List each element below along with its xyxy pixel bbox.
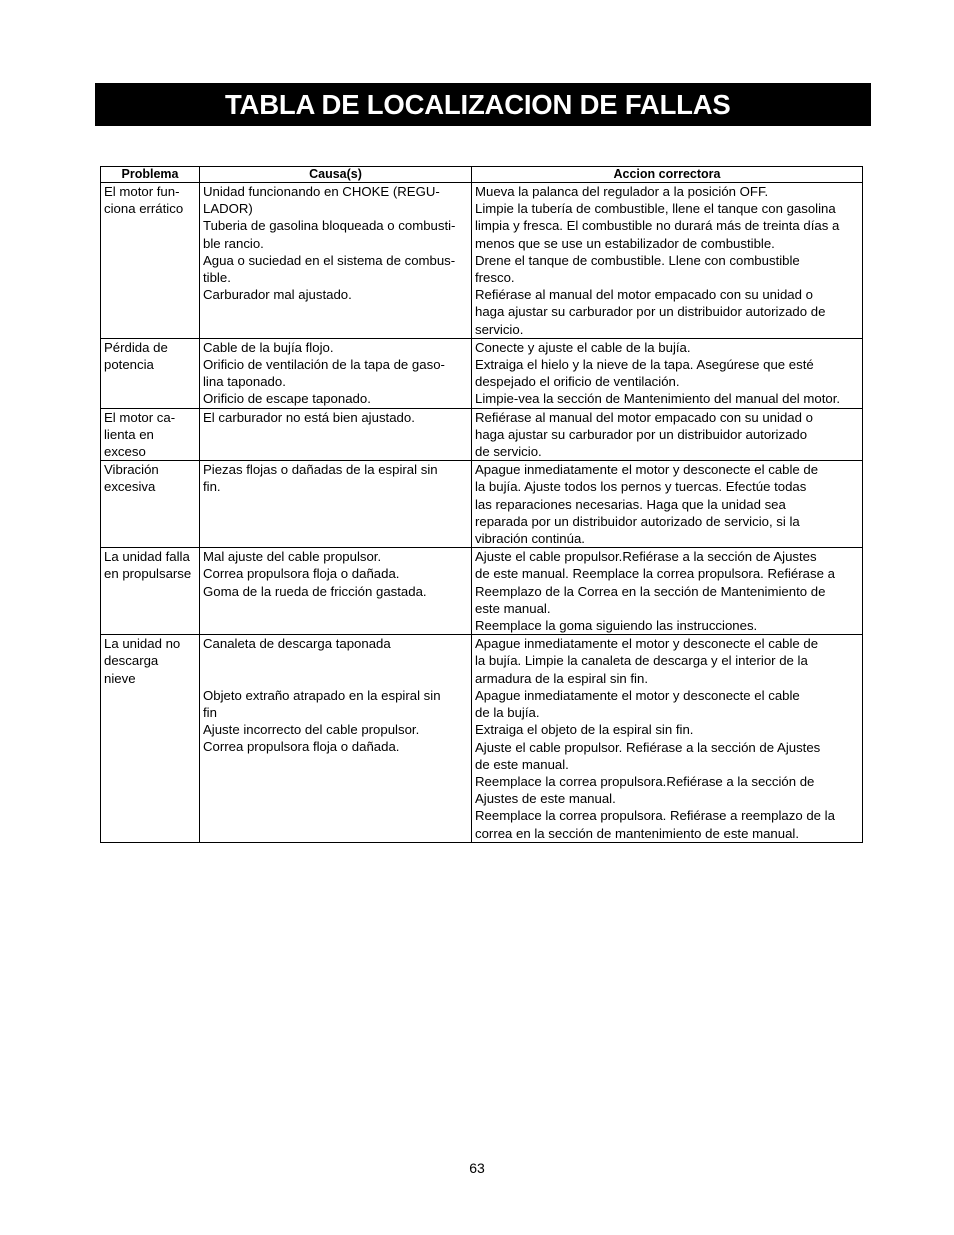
cell-text-line: Drene el tanque de combustible. Llene con combustible bbox=[475, 252, 800, 268]
cell-text-line: fin. bbox=[203, 479, 221, 495]
cell-text-line: de la bujía. bbox=[475, 705, 540, 721]
problem-cell bbox=[101, 548, 200, 635]
cell-text-line: potencia bbox=[104, 357, 154, 373]
cell-text-line: Ajustes de este manual. bbox=[475, 791, 616, 807]
cell-text-line: la bujía. Ajuste todos los pernos y tuercas. Efectúe todas bbox=[475, 479, 807, 495]
table-row bbox=[101, 461, 863, 548]
cell-text-line: Apague inmediatamente el motor y desconecte el cable bbox=[475, 687, 800, 703]
action-cell bbox=[472, 635, 863, 842]
cell-text-line: Correa propulsora floja o dañada. bbox=[203, 566, 400, 582]
problem-cell bbox=[101, 461, 200, 548]
cell-text-line: Goma de la rueda de fricción gastada. bbox=[203, 583, 427, 599]
cell-text-line: Apague inmediatamente el motor y desconecte el cable de bbox=[475, 636, 819, 652]
cell-text-line: Orificio de escape taponado. bbox=[203, 391, 371, 407]
cell-text-line: exceso bbox=[104, 444, 146, 460]
causes-cell bbox=[200, 548, 472, 635]
causes-cell bbox=[200, 635, 472, 842]
cell-text-line: Correa propulsora floja o dañada. bbox=[203, 739, 400, 755]
header-problem: Problema bbox=[101, 167, 200, 183]
cell-text-line: servicio. bbox=[475, 321, 524, 337]
header-action: Accion correctora bbox=[472, 167, 863, 183]
cell-text-line: Conecte y ajuste el cable de la bujía. bbox=[475, 339, 691, 355]
cell-text-line: Orificio de ventilación de la tapa de gaso- bbox=[203, 357, 445, 373]
cell-text-line: reparada por un distribuidor autorizado de servicio, si la bbox=[475, 513, 800, 529]
cell-text-line: Objeto extraño atrapado en la espiral sin bbox=[203, 687, 441, 703]
cell-text-line: tible. bbox=[203, 270, 231, 286]
cell-text-line: Extraiga el hielo y la nieve de la tapa. Asegúrese que esté bbox=[475, 357, 814, 373]
cell-text-line: LADOR) bbox=[203, 201, 253, 217]
cell-text-line: Unidad funcionando en CHOKE (REGU- bbox=[203, 184, 440, 199]
action-cell bbox=[472, 338, 863, 408]
cell-text-line: Vibración bbox=[104, 462, 159, 478]
table-body bbox=[101, 183, 863, 843]
title-banner bbox=[95, 83, 871, 126]
causes-cell bbox=[200, 183, 472, 339]
cell-text-line: fin bbox=[203, 705, 217, 721]
cell-text-line: ciona errático bbox=[104, 201, 184, 217]
cell-text-line: menos que se use un estabilizador de combustible. bbox=[475, 235, 775, 251]
cell-text-line: Ajuste el cable propulsor. Refiérase a la sección de Ajustes bbox=[475, 739, 821, 755]
cell-text-line: este manual. bbox=[475, 600, 551, 616]
causes-cell bbox=[200, 338, 472, 408]
page-number: 63 bbox=[469, 1160, 485, 1176]
cell-text-line: haga ajustar su carburador por un distribuidor autorizado de bbox=[475, 304, 826, 320]
cell-text-line: fresco. bbox=[475, 270, 515, 286]
cell-text-line bbox=[203, 670, 469, 687]
cell-text-line: Piezas flojas o dañadas de la espiral sin bbox=[203, 462, 438, 478]
action-cell bbox=[472, 461, 863, 548]
causes-cell bbox=[200, 408, 472, 461]
table-header-row bbox=[101, 167, 863, 183]
action-cell bbox=[472, 548, 863, 635]
cell-text-line: Ajuste el cable propulsor.Refiérase a la sección de Ajustes bbox=[475, 549, 817, 565]
cell-text-line: Limpie la tubería de combustible, llene el tanque con gasolina bbox=[475, 201, 836, 217]
cell-text-line: excesiva bbox=[104, 479, 156, 495]
cell-text-line: de este manual. Reemplace la correa propulsora. Refiérase a bbox=[475, 566, 835, 582]
cell-text-line: Reemplace la goma siguiendo las instrucciones. bbox=[475, 618, 758, 634]
cell-text-line: Canaleta de descarga taponada bbox=[203, 636, 391, 652]
table-row bbox=[101, 183, 863, 339]
cell-text-line: ble rancio. bbox=[203, 235, 264, 251]
cell-text-line: Refiérase al manual del motor empacado con su unidad o bbox=[475, 287, 813, 303]
cell-text-line: Reemplazo de la Correa en la sección de Mantenimiento de bbox=[475, 583, 826, 599]
cell-text-line: Cable de la bujía flojo. bbox=[203, 339, 334, 355]
cell-text-line: Apague inmediatamente el motor y desconecte el cable de bbox=[475, 462, 819, 478]
cell-text-line: vibración continúa. bbox=[475, 531, 585, 547]
cell-text-line: Carburador mal ajustado. bbox=[203, 287, 352, 303]
problem-cell bbox=[101, 635, 200, 842]
cell-text-line: las reparaciones necesarias. Haga que la unidad sea bbox=[475, 496, 786, 512]
cell-text-line: Mueva la palanca del regulador a la posición OFF. bbox=[475, 184, 769, 199]
header-causes: Causa(s) bbox=[200, 167, 472, 183]
cell-text-line: Tuberia de gasolina bloqueada o combusti- bbox=[203, 218, 456, 234]
table-row bbox=[101, 408, 863, 461]
cell-text-line: de este manual. bbox=[475, 756, 569, 772]
cell-text-line: Limpie-vea la sección de Mantenimiento del manual del motor. bbox=[475, 391, 841, 407]
cell-text-line: haga ajustar su carburador por un distribuidor autorizado bbox=[475, 426, 808, 442]
cell-text-line: limpia y fresca. El combustible no durará más de treinta días a bbox=[475, 218, 840, 234]
table-row bbox=[101, 635, 863, 842]
cell-text-line: Mal ajuste del cable propulsor. bbox=[203, 549, 382, 565]
cell-text-line: nieve bbox=[104, 670, 136, 686]
cell-text-line: El motor fun- bbox=[104, 184, 180, 199]
troubleshooting-table bbox=[100, 166, 863, 843]
cell-text-line: El carburador no está bien ajustado. bbox=[203, 409, 415, 425]
cell-text-line bbox=[203, 652, 469, 669]
problem-cell bbox=[101, 338, 200, 408]
cell-text-line: Reemplace la correa propulsora.Refiérase a la sección de bbox=[475, 773, 815, 789]
cell-text-line: Extraiga el objeto de la espiral sin fin. bbox=[475, 722, 694, 738]
problem-cell bbox=[101, 408, 200, 461]
table-row bbox=[101, 338, 863, 408]
cell-text-line: correa en la sección de mantenimiento de este manual. bbox=[475, 825, 800, 841]
cell-text-line: Refiérase al manual del motor empacado con su unidad o bbox=[475, 409, 813, 425]
cell-text-line: la bujía. Limpie la canaleta de descarga y el interior de la bbox=[475, 653, 808, 669]
cell-text-line: Ajuste incorrecto del cable propulsor. bbox=[203, 722, 420, 738]
causes-cell bbox=[200, 461, 472, 548]
action-cell bbox=[472, 183, 863, 339]
problem-cell bbox=[101, 183, 200, 339]
cell-text-line: lienta en bbox=[104, 426, 154, 442]
cell-text-line: La unidad no bbox=[104, 636, 181, 652]
cell-text-line: Pérdida de bbox=[104, 339, 168, 355]
action-cell bbox=[472, 408, 863, 461]
cell-text-line: armadura de la espiral sin fin. bbox=[475, 670, 648, 686]
cell-text-line: descarga bbox=[104, 653, 159, 669]
cell-text-line: lina taponado. bbox=[203, 374, 286, 390]
table-row bbox=[101, 548, 863, 635]
cell-text-line: El motor ca- bbox=[104, 409, 176, 425]
cell-text-line: Agua o suciedad en el sistema de combus- bbox=[203, 252, 456, 268]
page-title: TABLA DE LOCALIZACION DE FALLAS bbox=[225, 89, 731, 120]
cell-text-line: Reemplace la correa propulsora. Refiérase a reemplazo de la bbox=[475, 808, 835, 824]
cell-text-line: La unidad falla bbox=[104, 549, 190, 565]
cell-text-line: en propulsarse bbox=[104, 566, 192, 582]
cell-text-line: despejado el orificio de ventilación. bbox=[475, 374, 680, 390]
cell-text-line: de servicio. bbox=[475, 444, 542, 460]
